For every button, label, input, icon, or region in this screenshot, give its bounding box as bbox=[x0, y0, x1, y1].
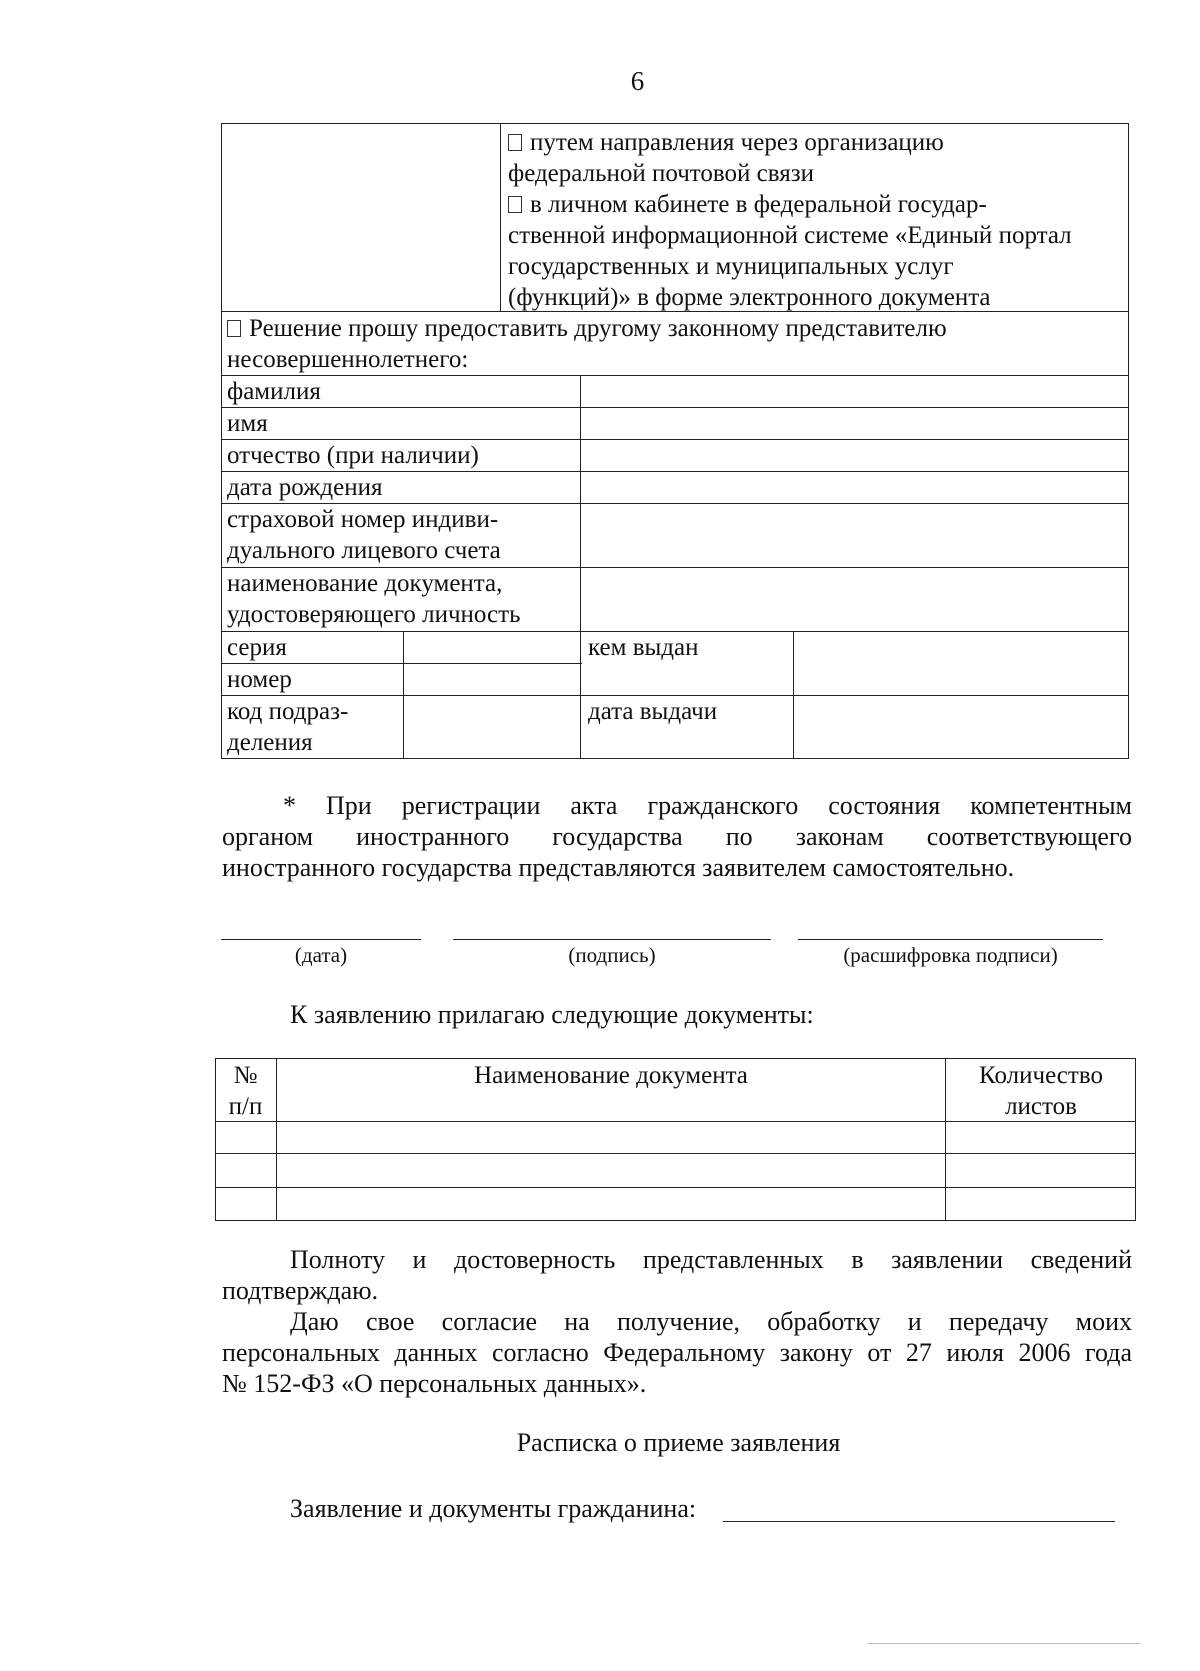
surname-field[interactable] bbox=[582, 376, 1128, 406]
consent-line1: Даю свое согласие на получение, обработку и передачу моих bbox=[290, 1307, 1132, 1336]
label-id-document: наименование документа, bbox=[227, 570, 503, 597]
name-field[interactable] bbox=[582, 408, 1128, 438]
label-snils: страховой номер индиви- bbox=[227, 506, 499, 533]
number-field[interactable] bbox=[405, 664, 579, 694]
label-number: номер bbox=[227, 666, 292, 693]
label-surname: фамилия bbox=[227, 378, 321, 405]
label-issue-date: дата выдачи bbox=[588, 698, 718, 725]
label-name: имя bbox=[227, 410, 268, 437]
label-division-code-line2: деления bbox=[227, 729, 313, 756]
label-snils-line2: дуального лицевого счета bbox=[227, 537, 501, 564]
label-division-code: код подраз- bbox=[227, 698, 349, 725]
label-patronymic: отчество (при наличии) bbox=[227, 442, 479, 469]
signature-caption: (подпись) bbox=[568, 943, 656, 967]
delivery-option-portal-line4: (функций)» в форме электронного документа bbox=[508, 284, 991, 311]
delivery-option-portal-line3: государственных и муниципальных услуг bbox=[508, 253, 954, 280]
footnote-line1: * При регистрации акта гражданского состояния компетентным bbox=[283, 791, 1132, 820]
issue-date-field[interactable] bbox=[795, 696, 1128, 758]
col-sheet-count-header: Количество bbox=[979, 1062, 1103, 1089]
attachments-intro: К заявлению прилагаю следующие документы: bbox=[290, 1000, 814, 1029]
col-sheet-count-header-line2: листов bbox=[1005, 1093, 1077, 1120]
delivery-option-portal-line2: ственной информационной системе «Единый портал bbox=[508, 222, 1072, 249]
snils-field[interactable] bbox=[582, 504, 1128, 566]
signature-decoding-caption: (расшифровка подписи) bbox=[843, 943, 1058, 967]
consent-line2: персональных данных согласно Федеральному закону от 27 июля 2006 года bbox=[222, 1338, 1132, 1367]
delivery-option-post[interactable]: путем направления через организацию bbox=[508, 127, 944, 158]
date-line[interactable] bbox=[221, 939, 421, 940]
checkbox[interactable] bbox=[227, 320, 241, 337]
id-document-field[interactable] bbox=[582, 568, 1128, 630]
label-series: серия bbox=[227, 634, 287, 661]
footnote-line2: органом иностранного государства по законам соответствующего bbox=[222, 822, 1132, 851]
label-birth-date: дата рождения bbox=[227, 474, 383, 501]
confirm-line1: Полноту и достоверность представленных в заявлении сведений bbox=[290, 1245, 1132, 1274]
confirm-line2: подтверждаю. bbox=[222, 1276, 379, 1305]
table-row[interactable] bbox=[216, 1122, 1135, 1152]
issued-by-field[interactable] bbox=[795, 632, 1128, 694]
date-caption: (дата) bbox=[294, 943, 348, 967]
table-row[interactable] bbox=[216, 1154, 1135, 1186]
receipt-citizen-name-line[interactable] bbox=[723, 1521, 1115, 1522]
signature-decoding-line[interactable] bbox=[798, 939, 1103, 940]
other-representative-option[interactable]: Решение прошу предоставить другому законному представителю bbox=[227, 313, 947, 344]
delivery-option-portal[interactable]: в личном кабинете в федеральной государ- bbox=[508, 189, 987, 220]
consent-line3: № 152-ФЗ «О персональных данных». bbox=[222, 1369, 647, 1398]
checkbox[interactable] bbox=[508, 134, 522, 151]
birth-date-field[interactable] bbox=[582, 472, 1128, 502]
page-number: 6 bbox=[630, 66, 645, 96]
checkbox[interactable] bbox=[508, 196, 522, 213]
col-number-header-line2: п/п bbox=[228, 1093, 263, 1120]
receipt-title: Расписка о приеме заявления bbox=[516, 1428, 841, 1457]
series-field[interactable] bbox=[405, 632, 579, 662]
scan-artifact-line bbox=[868, 1643, 1140, 1644]
signature-line[interactable] bbox=[453, 939, 771, 940]
label-id-document-line2: удостоверяющего личность bbox=[227, 601, 521, 628]
col-document-name-header: Наименование документа bbox=[474, 1062, 748, 1089]
other-representative-line2: несовершеннолетнего: bbox=[227, 346, 469, 373]
footnote-line3: иностранного государства представляются заявителем самостоятельно. bbox=[222, 853, 1015, 882]
col-number-header: № bbox=[233, 1062, 258, 1089]
patronymic-field[interactable] bbox=[582, 440, 1128, 470]
label-issued-by: кем выдан bbox=[588, 634, 699, 661]
receipt-docs-label: Заявление и документы гражданина: bbox=[290, 1494, 697, 1523]
delivery-option-post-line2: федеральной почтовой связи bbox=[508, 160, 814, 187]
table-row[interactable] bbox=[216, 1188, 1135, 1220]
division-code-field[interactable] bbox=[405, 696, 579, 758]
